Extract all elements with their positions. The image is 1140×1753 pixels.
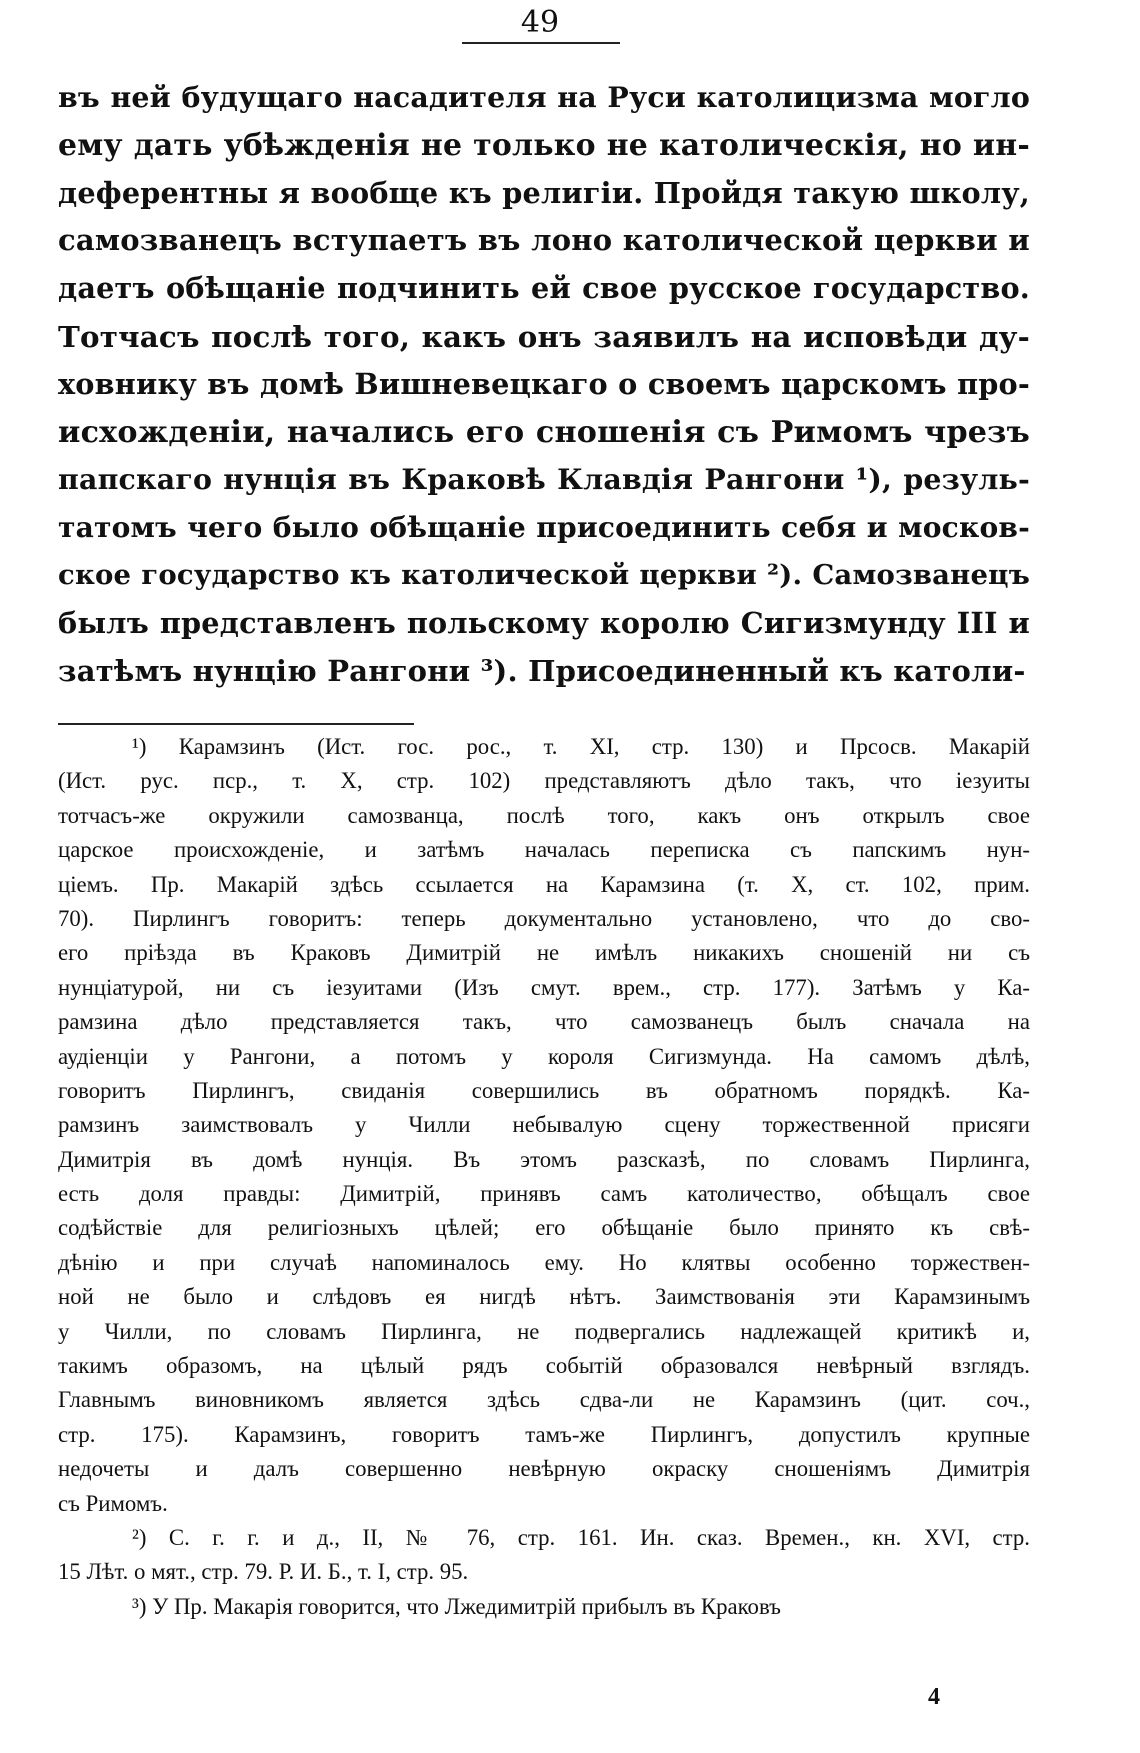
footnote-1-line: его пріѣзда въ Краковъ Димитрій не имѣлъ никакихъ сношеній ни съ xyxy=(58,940,1030,966)
main-text xyxy=(58,74,1030,695)
footnote-1-line: есть доля правды: Димитрій, принявъ самъ католичество, обѣщалъ свое xyxy=(58,1181,1030,1207)
main-text-line: папскаго нунція въ Краковѣ Клавдія Рангони ¹), резуль- xyxy=(58,462,1030,497)
main-text-line: былъ представленъ польскому королю Сигизмунду III и xyxy=(58,605,1030,640)
page-number: 49 xyxy=(520,5,560,40)
footnotes xyxy=(58,730,1030,1624)
main-text-line: самозванецъ вступаетъ въ лоно католической церкви и xyxy=(58,223,1030,258)
footnote-1-line: говоритъ Пирлингъ, свиданія совершились въ обратномъ порядкѣ. Ка- xyxy=(58,1077,1030,1103)
main-text-line: татомъ чего было обѣщаніе присоединить себя и москов- xyxy=(58,511,1030,545)
main-text-line: исхожденіи, начались его сношенія съ Римомъ чрезъ xyxy=(58,414,1030,450)
main-text-line: даетъ обѣщаніе подчинить ей свое русское государство. xyxy=(58,271,1030,306)
footnote-1-line: Димитрія въ домѣ нунція. Въ этомъ разсказѣ, по словамъ Пирлинга, xyxy=(58,1146,1030,1172)
main-text-line: деферентны я вообще къ религіи. Пройдя такую школу, xyxy=(58,175,1030,210)
footnote-1-line: ной не было и слѣдовъ ея нигдѣ нѣтъ. Заимствованія эти Карамзинымъ xyxy=(58,1284,1030,1310)
footnote-1-line: (Ист. рус. пср., т. X, стр. 102) представляютъ дѣло такъ, что іезуиты xyxy=(58,768,1030,794)
main-text-line: въ ней будущаго насадителя на Руси католицизма могло xyxy=(58,80,1030,114)
main-text-line: Тотчасъ послѣ того, какъ онъ заявилъ на исповѣди ду- xyxy=(58,318,1030,354)
footnote-1-line: ¹) Карамзинъ (Ист. гос. рос., т. XI, стр. 130) и Прсосв. Макарій xyxy=(132,734,1030,759)
footnote-1-line: ціемъ. Пр. Макарій здѣсь ссылается на Карамзина (т. X, ст. 102, прим. xyxy=(58,871,1030,897)
footnote-1-line: тотчасъ-же окружили самозванца, послѣ того, какъ онъ открылъ свое xyxy=(58,802,1030,828)
main-text-line: затѣмъ нунцію Рангони ³). Присоединенный къ католи- xyxy=(58,653,1026,688)
header-rule xyxy=(462,42,620,44)
footnote-1-line: содѣйствіе для религіозныхъ цѣлей; его обѣщаніе было принято къ свѣ- xyxy=(58,1215,1030,1241)
footnote-rule xyxy=(58,723,414,725)
signature-mark: 4 xyxy=(928,1684,940,1710)
footnote-1-line: недочеты и далъ совершенно невѣрную окраску сношеніямъ Димитрія xyxy=(58,1456,1030,1482)
footnote-1-line: царское происхожденіе, и затѣмъ началась переписка съ папскимъ нун- xyxy=(58,837,1030,863)
footnote-1-line: 70). Пирлингъ говоритъ: теперь документально установлено, что до сво- xyxy=(58,905,1030,931)
footnote-1-line: такимъ образомъ, на цѣлый рядъ событій образовался невѣрный взглядъ. xyxy=(58,1353,1030,1379)
footnote-2-line: ²) С. г. г. и д., II, № 76, стр. 161. Ин. сказ. Времен., кн. XVI, стр. xyxy=(132,1524,1030,1550)
footnote-1-line: аудіенціи у Рангони, а потомъ у короля Сигизмунда. На самомъ дѣлѣ, xyxy=(58,1043,1030,1069)
main-text-line: ховнику въ домѣ Вишневецкаго о своемъ царскомъ про- xyxy=(58,366,1030,401)
footnote-1-line: рамзина дѣло представляется такъ, что самозванецъ былъ сначала на xyxy=(58,1009,1030,1035)
footnote-1-line: съ Римомъ. xyxy=(58,1490,168,1516)
footnote-1-line: стр. 175). Карамзинъ, говоритъ тамъ-же Пирлингъ, допустилъ крупные xyxy=(58,1421,1030,1447)
footnote-1-line: Главнымъ виновникомъ является здѣсь сдва-ли не Карамзинъ (цит. соч., xyxy=(58,1387,1030,1413)
main-text-line: ское государство къ католической церкви ²). Самозванецъ xyxy=(58,558,1030,591)
footnote-2-line: 15 Лѣт. о мят., стр. 79. Р. И. Б., т. I, стр. 95. xyxy=(58,1559,469,1585)
footnote-1-line: нунціатурой, ни съ іезуитами (Изъ смут. врем., стр. 177). Затѣмъ у Ка- xyxy=(58,974,1030,1000)
footnote-1-line: дѣнію и при случаѣ напоминалось ему. Но клятвы особенно торжествен- xyxy=(58,1249,1030,1275)
footnote-3-line: ³) У Пр. Макарія говорится, что Лжедимитрій прибылъ въ Краковъ xyxy=(132,1593,781,1619)
footnote-1-line: у Чилли, по словамъ Пирлинга, не подвергались надлежащей критикѣ и, xyxy=(58,1318,1030,1344)
footnote-1-line: рамзинъ заимствовалъ у Чилли небывалую сцену торжественной присяги xyxy=(58,1112,1030,1138)
main-text-line: ему дать убѣжденія не только не католическія, но ин- xyxy=(58,127,1030,163)
